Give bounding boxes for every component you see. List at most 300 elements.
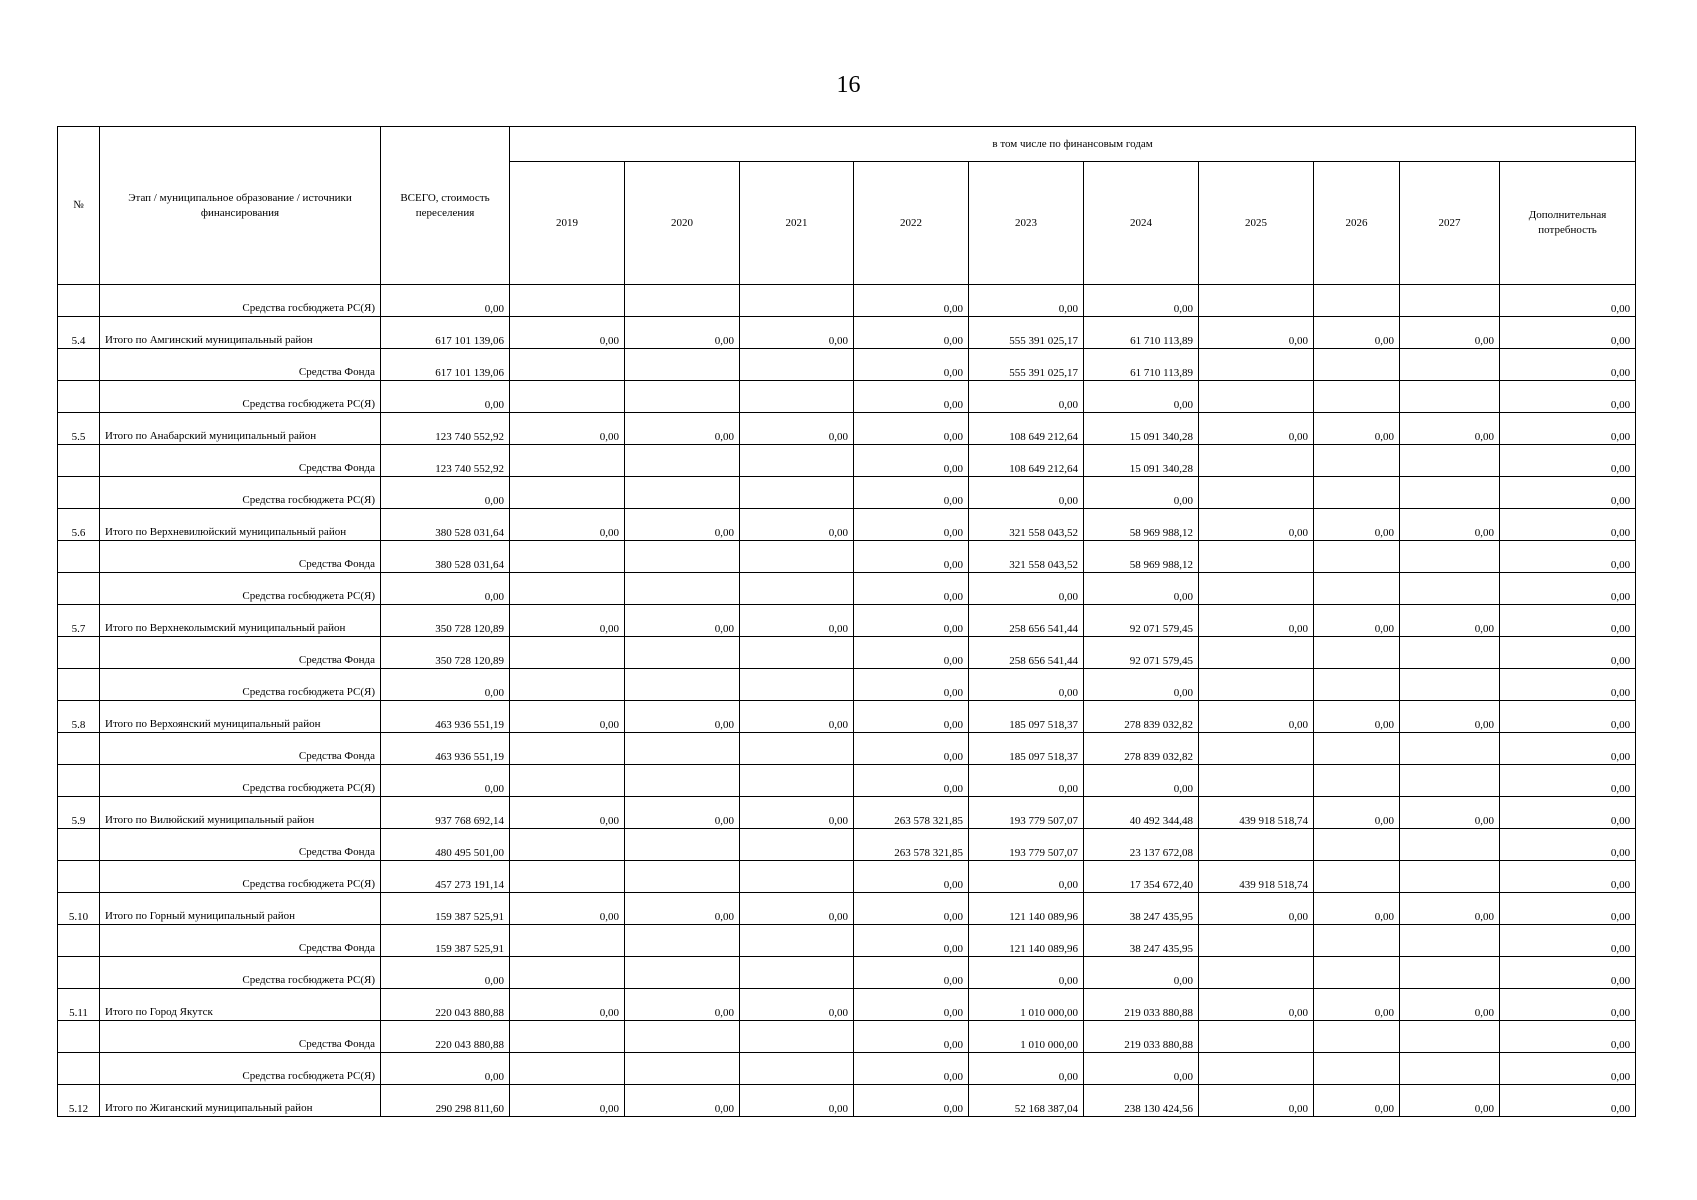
row-value: 0,00	[854, 637, 969, 669]
header-additional-need: Дополнительная потребность	[1500, 162, 1636, 285]
table-row-source	[58, 861, 1636, 893]
row-total: 123 740 552,92	[381, 445, 510, 477]
row-value: 0,00	[854, 541, 969, 573]
row-value: 58 969 988,12	[1084, 541, 1199, 573]
row-number	[58, 381, 100, 413]
row-value	[1199, 349, 1314, 381]
row-value: 0,00	[1500, 797, 1636, 829]
header-year: 2020	[625, 162, 740, 285]
row-total: 0,00	[381, 381, 510, 413]
row-value: 0,00	[969, 1053, 1084, 1085]
row-value: 61 710 113,89	[1084, 317, 1199, 349]
row-value: 0,00	[1500, 861, 1636, 893]
row-number	[58, 573, 100, 605]
row-value: 92 071 579,45	[1084, 637, 1199, 669]
row-value: 0,00	[1500, 669, 1636, 701]
row-number	[58, 445, 100, 477]
row-number	[58, 925, 100, 957]
row-name: Итого по Верхневилюйский муниципальный район	[100, 509, 381, 541]
row-value: 0,00	[740, 797, 854, 829]
table-row-total	[58, 893, 1636, 925]
row-value: 61 710 113,89	[1084, 349, 1199, 381]
row-value: 0,00	[1500, 349, 1636, 381]
row-value	[625, 445, 740, 477]
row-value: 0,00	[740, 1085, 854, 1117]
table-row-source	[58, 829, 1636, 861]
row-value: 0,00	[1500, 925, 1636, 957]
row-value	[1199, 445, 1314, 477]
row-value: 555 391 025,17	[969, 349, 1084, 381]
row-value: 0,00	[1314, 701, 1400, 733]
table-row-source	[58, 669, 1636, 701]
table-row-source	[58, 957, 1636, 989]
row-value: 0,00	[1500, 765, 1636, 797]
row-value	[510, 445, 625, 477]
table-header	[58, 127, 1636, 285]
row-value: 0,00	[1500, 541, 1636, 573]
row-value	[1400, 861, 1500, 893]
row-value: 1 010 000,00	[969, 989, 1084, 1021]
row-value: 40 492 344,48	[1084, 797, 1199, 829]
row-value: 0,00	[1199, 989, 1314, 1021]
row-total: 0,00	[381, 957, 510, 989]
row-value: 0,00	[740, 701, 854, 733]
row-value: 0,00	[1199, 413, 1314, 445]
row-value	[1314, 957, 1400, 989]
row-value	[625, 381, 740, 413]
row-value: 0,00	[1400, 413, 1500, 445]
row-value: 0,00	[1314, 413, 1400, 445]
row-value: 185 097 518,37	[969, 733, 1084, 765]
row-value: 0,00	[1500, 733, 1636, 765]
row-value	[1199, 957, 1314, 989]
row-name: Средства Фонда	[100, 637, 381, 669]
row-value: 0,00	[854, 765, 969, 797]
row-value: 0,00	[1084, 573, 1199, 605]
row-value	[1199, 1053, 1314, 1085]
row-value: 0,00	[854, 573, 969, 605]
table-row-total	[58, 1085, 1636, 1117]
row-value: 0,00	[1199, 893, 1314, 925]
row-value: 0,00	[854, 317, 969, 349]
row-value: 0,00	[1500, 413, 1636, 445]
row-number	[58, 669, 100, 701]
row-value	[1314, 1021, 1400, 1053]
row-value	[625, 1053, 740, 1085]
row-value: 0,00	[1199, 1085, 1314, 1117]
row-value: 278 839 032,82	[1084, 701, 1199, 733]
row-value	[1199, 1021, 1314, 1053]
header-year: 2023	[969, 162, 1084, 285]
row-value: 0,00	[854, 285, 969, 317]
table-row-source	[58, 349, 1636, 381]
row-value: 0,00	[1500, 1085, 1636, 1117]
row-value	[1400, 349, 1500, 381]
row-value	[625, 637, 740, 669]
row-value: 0,00	[1199, 605, 1314, 637]
row-value: 0,00	[854, 509, 969, 541]
row-total: 0,00	[381, 573, 510, 605]
row-value: 0,00	[625, 413, 740, 445]
row-value: 0,00	[1084, 765, 1199, 797]
row-value: 0,00	[854, 925, 969, 957]
row-value: 0,00	[1314, 509, 1400, 541]
table-row-source	[58, 477, 1636, 509]
row-value	[1400, 957, 1500, 989]
row-value: 0,00	[625, 605, 740, 637]
row-value	[510, 637, 625, 669]
header-name: Этап / муниципальное образование / источники финансирования	[100, 127, 381, 285]
row-value: 0,00	[510, 509, 625, 541]
row-value: 23 137 672,08	[1084, 829, 1199, 861]
financing-table	[57, 126, 1636, 1117]
row-name: Средства Фонда	[100, 829, 381, 861]
row-value: 0,00	[969, 861, 1084, 893]
table-row-total	[58, 509, 1636, 541]
row-value: 0,00	[969, 765, 1084, 797]
row-value	[740, 349, 854, 381]
row-value	[625, 957, 740, 989]
row-value	[740, 285, 854, 317]
row-name: Средства госбюджета РС(Я)	[100, 957, 381, 989]
row-value	[1400, 1021, 1500, 1053]
row-value	[510, 541, 625, 573]
row-value	[1400, 765, 1500, 797]
row-value: 0,00	[969, 573, 1084, 605]
row-value: 15 091 340,28	[1084, 413, 1199, 445]
row-value: 0,00	[1314, 317, 1400, 349]
row-value: 0,00	[1199, 701, 1314, 733]
row-number: 5.10	[58, 893, 100, 925]
row-name: Итого по Вилюйский муниципальный район	[100, 797, 381, 829]
row-name: Итого по Верхнеколымский муниципальный район	[100, 605, 381, 637]
row-value: 0,00	[854, 605, 969, 637]
row-total: 0,00	[381, 285, 510, 317]
row-value	[625, 541, 740, 573]
row-value: 0,00	[854, 893, 969, 925]
row-value	[1314, 733, 1400, 765]
row-name: Средства госбюджета РС(Я)	[100, 765, 381, 797]
row-name: Средства Фонда	[100, 733, 381, 765]
row-value: 0,00	[510, 605, 625, 637]
row-value: 92 071 579,45	[1084, 605, 1199, 637]
row-value	[740, 765, 854, 797]
row-value: 0,00	[1400, 989, 1500, 1021]
table-row-source	[58, 1053, 1636, 1085]
row-value: 439 918 518,74	[1199, 861, 1314, 893]
row-value: 0,00	[854, 861, 969, 893]
row-number	[58, 861, 100, 893]
row-total: 463 936 551,19	[381, 701, 510, 733]
row-value: 0,00	[1199, 509, 1314, 541]
row-name: Итого по Горный муниципальный район	[100, 893, 381, 925]
row-value: 0,00	[510, 317, 625, 349]
row-value	[510, 1021, 625, 1053]
page-number: 16	[836, 72, 861, 98]
table-row-source	[58, 1021, 1636, 1053]
row-number: 5.8	[58, 701, 100, 733]
row-value	[1199, 477, 1314, 509]
header-year: 2027	[1400, 162, 1500, 285]
row-total: 617 101 139,06	[381, 317, 510, 349]
row-value: 58 969 988,12	[1084, 509, 1199, 541]
row-number: 5.5	[58, 413, 100, 445]
row-value: 555 391 025,17	[969, 317, 1084, 349]
row-name: Средства госбюджета РС(Я)	[100, 285, 381, 317]
row-total: 457 273 191,14	[381, 861, 510, 893]
row-name: Итого по Анабарский муниципальный район	[100, 413, 381, 445]
row-value: 0,00	[625, 797, 740, 829]
table-row-source	[58, 733, 1636, 765]
row-value: 0,00	[1199, 317, 1314, 349]
row-value	[740, 957, 854, 989]
row-value	[1314, 445, 1400, 477]
row-value: 0,00	[740, 989, 854, 1021]
row-value	[1314, 669, 1400, 701]
header-year: 2022	[854, 162, 969, 285]
row-value: 0,00	[1314, 1085, 1400, 1117]
row-name: Средства госбюджета РС(Я)	[100, 669, 381, 701]
row-value	[1199, 669, 1314, 701]
row-name: Средства госбюджета РС(Я)	[100, 381, 381, 413]
row-value: 0,00	[1400, 1085, 1500, 1117]
row-total: 937 768 692,14	[381, 797, 510, 829]
row-value	[1314, 285, 1400, 317]
header-number: №	[58, 127, 100, 285]
row-value	[625, 861, 740, 893]
table-row-source	[58, 285, 1636, 317]
row-number: 5.9	[58, 797, 100, 829]
row-value: 0,00	[1400, 797, 1500, 829]
row-value: 321 558 043,52	[969, 541, 1084, 573]
header-year: 2019	[510, 162, 625, 285]
row-value	[1199, 925, 1314, 957]
header-total: ВСЕГО, стоимость переселения	[381, 127, 510, 285]
row-value: 0,00	[1500, 605, 1636, 637]
row-value: 0,00	[854, 413, 969, 445]
header-year: 2026	[1314, 162, 1400, 285]
row-value	[1314, 861, 1400, 893]
row-number: 5.7	[58, 605, 100, 637]
row-value	[1400, 541, 1500, 573]
table-row-source	[58, 381, 1636, 413]
row-value: 278 839 032,82	[1084, 733, 1199, 765]
row-total: 380 528 031,64	[381, 541, 510, 573]
row-number	[58, 1053, 100, 1085]
row-value	[625, 925, 740, 957]
row-value: 0,00	[1314, 893, 1400, 925]
row-total: 159 387 525,91	[381, 893, 510, 925]
row-value	[510, 925, 625, 957]
row-value: 0,00	[1314, 797, 1400, 829]
row-value: 108 649 212,64	[969, 413, 1084, 445]
row-value: 121 140 089,96	[969, 893, 1084, 925]
row-value: 38 247 435,95	[1084, 893, 1199, 925]
row-value: 258 656 541,44	[969, 605, 1084, 637]
row-value	[625, 573, 740, 605]
row-value: 0,00	[625, 989, 740, 1021]
row-value: 0,00	[740, 605, 854, 637]
row-name: Средства госбюджета РС(Я)	[100, 477, 381, 509]
row-value: 0,00	[625, 701, 740, 733]
row-number	[58, 349, 100, 381]
row-value	[740, 829, 854, 861]
row-value: 0,00	[510, 701, 625, 733]
row-value: 0,00	[1084, 285, 1199, 317]
header-years-group: в том числе по финансовым годам	[510, 127, 1636, 162]
row-value	[625, 669, 740, 701]
row-value	[1400, 573, 1500, 605]
row-value	[740, 445, 854, 477]
row-value	[740, 1021, 854, 1053]
row-name: Средства Фонда	[100, 349, 381, 381]
row-value	[1314, 349, 1400, 381]
row-name: Итого по Город Якутск	[100, 989, 381, 1021]
row-total: 0,00	[381, 669, 510, 701]
row-value	[625, 765, 740, 797]
row-value: 0,00	[510, 989, 625, 1021]
row-value	[1199, 285, 1314, 317]
row-number	[58, 1021, 100, 1053]
row-value: 0,00	[969, 957, 1084, 989]
row-number: 5.11	[58, 989, 100, 1021]
row-value: 0,00	[854, 1053, 969, 1085]
row-value	[510, 349, 625, 381]
row-value: 0,00	[1084, 381, 1199, 413]
row-value: 0,00	[1400, 893, 1500, 925]
row-value: 0,00	[1314, 605, 1400, 637]
table-row-source	[58, 765, 1636, 797]
row-value: 52 168 387,04	[969, 1085, 1084, 1117]
row-value: 108 649 212,64	[969, 445, 1084, 477]
row-value: 15 091 340,28	[1084, 445, 1199, 477]
row-value: 0,00	[625, 509, 740, 541]
row-value	[740, 925, 854, 957]
row-value	[510, 381, 625, 413]
table-row-source	[58, 573, 1636, 605]
row-number: 5.4	[58, 317, 100, 349]
row-value	[1199, 381, 1314, 413]
row-value	[740, 637, 854, 669]
row-value: 263 578 321,85	[854, 829, 969, 861]
row-value	[1400, 477, 1500, 509]
row-value: 0,00	[510, 893, 625, 925]
row-total: 159 387 525,91	[381, 925, 510, 957]
row-value: 0,00	[969, 477, 1084, 509]
row-value: 0,00	[854, 957, 969, 989]
row-value	[1400, 733, 1500, 765]
row-value	[1314, 765, 1400, 797]
table-row-source	[58, 541, 1636, 573]
row-value: 0,00	[854, 477, 969, 509]
row-value	[740, 1053, 854, 1085]
row-number	[58, 637, 100, 669]
row-value	[625, 349, 740, 381]
row-value	[510, 765, 625, 797]
row-name: Итого по Жиганский муниципальный район	[100, 1085, 381, 1117]
row-value: 0,00	[1500, 445, 1636, 477]
row-value: 17 354 672,40	[1084, 861, 1199, 893]
row-value: 0,00	[625, 893, 740, 925]
row-number	[58, 829, 100, 861]
row-value: 0,00	[510, 413, 625, 445]
row-value	[510, 957, 625, 989]
row-value	[1314, 477, 1400, 509]
row-value	[1400, 381, 1500, 413]
row-value: 0,00	[1500, 637, 1636, 669]
row-value: 0,00	[740, 509, 854, 541]
table-row-total	[58, 701, 1636, 733]
row-value	[510, 861, 625, 893]
table-row-source	[58, 445, 1636, 477]
row-name: Средства госбюджета РС(Я)	[100, 573, 381, 605]
row-value: 219 033 880,88	[1084, 989, 1199, 1021]
row-name: Средства госбюджета РС(Я)	[100, 1053, 381, 1085]
row-value	[510, 1053, 625, 1085]
row-name: Средства Фонда	[100, 445, 381, 477]
row-value	[510, 669, 625, 701]
row-value: 0,00	[1084, 669, 1199, 701]
row-value: 0,00	[1500, 509, 1636, 541]
row-total: 380 528 031,64	[381, 509, 510, 541]
row-value: 0,00	[1400, 701, 1500, 733]
row-value	[740, 669, 854, 701]
row-value: 0,00	[1500, 893, 1636, 925]
row-value	[1199, 541, 1314, 573]
row-total: 123 740 552,92	[381, 413, 510, 445]
row-value: 0,00	[854, 1085, 969, 1117]
row-value: 219 033 880,88	[1084, 1021, 1199, 1053]
row-value	[1314, 1053, 1400, 1085]
row-total: 0,00	[381, 765, 510, 797]
row-value	[625, 285, 740, 317]
row-value: 0,00	[969, 285, 1084, 317]
row-value	[510, 829, 625, 861]
row-total: 0,00	[381, 477, 510, 509]
row-number: 5.6	[58, 509, 100, 541]
row-value	[1400, 637, 1500, 669]
row-value: 0,00	[1500, 477, 1636, 509]
row-value	[1199, 829, 1314, 861]
header-year: 2024	[1084, 162, 1199, 285]
row-value	[1400, 445, 1500, 477]
row-value: 121 140 089,96	[969, 925, 1084, 957]
row-value	[510, 573, 625, 605]
row-value	[1314, 925, 1400, 957]
row-value: 0,00	[854, 349, 969, 381]
row-number	[58, 477, 100, 509]
row-value: 0,00	[1400, 605, 1500, 637]
row-value	[625, 829, 740, 861]
header-year: 2025	[1199, 162, 1314, 285]
row-value	[1199, 637, 1314, 669]
row-value: 0,00	[1500, 1021, 1636, 1053]
row-value: 193 779 507,07	[969, 797, 1084, 829]
row-value: 0,00	[969, 381, 1084, 413]
row-value: 0,00	[854, 1021, 969, 1053]
row-total: 0,00	[381, 1053, 510, 1085]
row-value: 193 779 507,07	[969, 829, 1084, 861]
row-value: 0,00	[1500, 317, 1636, 349]
row-value: 185 097 518,37	[969, 701, 1084, 733]
row-number	[58, 765, 100, 797]
table-row-total	[58, 797, 1636, 829]
row-value	[1314, 381, 1400, 413]
row-total: 617 101 139,06	[381, 349, 510, 381]
row-value	[740, 861, 854, 893]
row-value: 38 247 435,95	[1084, 925, 1199, 957]
row-number	[58, 957, 100, 989]
